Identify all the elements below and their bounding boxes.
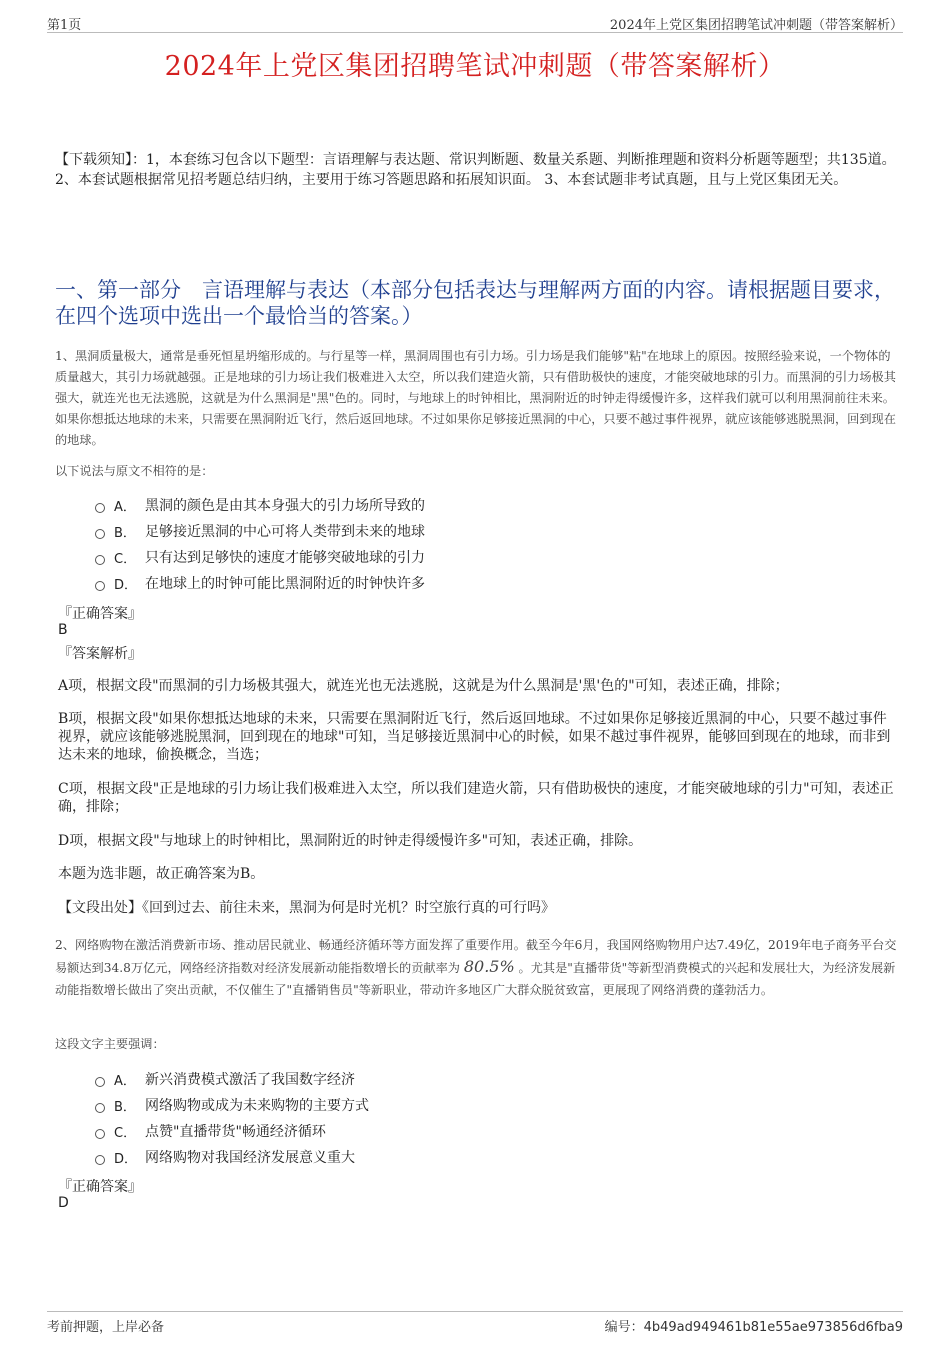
footer-slogan: 考前押题，上岸必备 bbox=[47, 1320, 165, 1335]
q1-option-c[interactable]: C． 只有达到足够快的速度才能够突破地球的引力 bbox=[95, 544, 895, 570]
radio-icon[interactable] bbox=[95, 555, 105, 565]
q1-analysis-d: D项，根据文段"与地球上的时钟相比，黑洞附近的时钟走得缓慢许多"可知，表述正确，排除。 bbox=[58, 833, 643, 849]
page-footer bbox=[47, 1311, 903, 1335]
q1-answer: B bbox=[58, 622, 68, 638]
q2-options bbox=[95, 1066, 895, 1170]
radio-icon[interactable] bbox=[95, 1077, 105, 1087]
q1-options bbox=[95, 492, 895, 596]
q1-conclusion: 本题为选非题，故正确答案为B。 bbox=[58, 866, 265, 882]
document-title: 2024年上党区集团招聘笔试冲刺题（带答案解析） bbox=[164, 51, 786, 82]
q2-prompt: 这段文字主要强调： bbox=[55, 1037, 165, 1051]
q2-option-a[interactable]: A． 新兴消费模式激活了我国数字经济 bbox=[95, 1066, 895, 1092]
q1-passage: 1、黑洞质量极大，通常是垂死恒星坍缩形成的。与行星等一样，黑洞周围也有引力场。引力场是我们能够"粘"在地球上的原因。按照经验来说，一个物体的质量越大，其引力场就越强。正是地球的引力场让我们极难进入太空，所以我们建造火箭，只有借助极快的速度，才能突破地球的引力。而黑洞的引力场极其强大，就连光也无法逃脱，这就是为什么黑洞是"黑"色的。同时，与地球上的时钟相比，黑洞附近的时钟走得缓慢许多，这样我们就可以利用黑洞前往未来。如果你想抵达地球的未来，只需要在黑洞附近飞行，然后返回地球。不过如果你足够接近黑洞的中心，只要不越过事件视界，就应该能够逃脱黑洞，回到现在的地球。 bbox=[55, 349, 896, 447]
download-notice: 【下载须知】：1，本套练习包含以下题型：言语理解与表达题、常识判断题、数量关系题、判断推理题和资料分析题等题型；共135道。 2、本套试题根据常见招考题总结归纳，主要用于练习答题思路和拓展知识面。 3、本套试题非考试真题，且与上党区集团无关。 bbox=[55, 152, 896, 188]
q2-option-b[interactable]: B． 网络购物或成为未来购物的主要方式 bbox=[95, 1092, 895, 1118]
page-header bbox=[47, 12, 903, 33]
q1-option-d[interactable]: D． 在地球上的时钟可能比黑洞附近的时钟快许多 bbox=[95, 570, 895, 596]
q1-source: 【文段出处】《回到过去、前往未来，黑洞为何是时光机？时空旅行真的可行吗》 bbox=[58, 900, 555, 916]
q2-option-c[interactable]: C． 点赞"直播带货"畅通经济循环 bbox=[95, 1118, 895, 1144]
q2-passage: 2、网络购物在激活消费新市场、推动居民就业、畅通经济循环等方面发挥了重要作用。截至今年6月，我国网络购物用户达7.49亿，2019年电子商务平台交易额达到34.8万亿元，网络经济指数对经济发展新动能指数增长的贡献率为 80.5% 。尤其是"直播带货"等新型消费模式的兴起和发展壮大，为经济发展新动能指数增长做出了突出贡献，不仅催生了"直播销售员"等新职业，带动许多地区广大群众脱贫致富，更展现了网络消费的蓬勃活力。 bbox=[55, 938, 897, 997]
radio-icon[interactable] bbox=[95, 503, 105, 513]
q1-prompt: 以下说法与原文不相符的是： bbox=[55, 464, 214, 478]
q2-answer: D bbox=[58, 1195, 69, 1211]
q1-answer-label: 『正确答案』 bbox=[58, 606, 142, 622]
q1-option-b[interactable]: B． 足够接近黑洞的中心可将人类带到未来的地球 bbox=[95, 518, 895, 544]
q1-analysis-b: B项，根据文段"如果你想抵达地球的未来，只需要在黑洞附近飞行，然后返回地球。不过如果你足够接近黑洞的中心，只要不越过事件视界，就应该能够逃脱黑洞，回到现在的地球"可知，当足够接近黑洞中心的时候，如果不越过事件视界，能够回到现在的地球，而非到达未来的地球，偷换概念，当选； bbox=[58, 711, 891, 763]
footer-doc-id: 编号：4b49ad949461b81e55ae973856d6fba9 bbox=[604, 1320, 903, 1335]
page-number: 第1页 bbox=[47, 18, 82, 33]
radio-icon[interactable] bbox=[95, 1103, 105, 1113]
radio-icon[interactable] bbox=[95, 581, 105, 591]
section-heading: 一、第一部分 言语理解与表达（本部分包括表达与理解两方面的内容。请根据题目要求，在四个选项中选出一个最恰当的答案。） bbox=[55, 278, 895, 328]
radio-icon[interactable] bbox=[95, 1129, 105, 1139]
q1-option-a[interactable]: A． 黑洞的颜色是由其本身强大的引力场所导致的 bbox=[95, 492, 895, 518]
q1-analysis-c: C项，根据文段"正是地球的引力场让我们极难进入太空，所以我们建造火箭，只有借助极快的速度，才能突破地球的引力"可知，表述正确，排除； bbox=[58, 781, 894, 815]
contribution-rate: 80.5% bbox=[463, 957, 515, 976]
header-doc-title: 2024年上党区集团招聘笔试冲刺题（带答案解析） bbox=[609, 18, 903, 33]
radio-icon[interactable] bbox=[95, 529, 105, 539]
q1-analysis-a: A项，根据文段"而黑洞的引力场极其强大，就连光也无法逃脱，这就是为什么黑洞是'黑'色的"可知，表述正确，排除； bbox=[58, 678, 789, 694]
q2-answer-label: 『正确答案』 bbox=[58, 1179, 142, 1195]
radio-icon[interactable] bbox=[95, 1155, 105, 1165]
q2-option-d[interactable]: D． 网络购物对我国经济发展意义重大 bbox=[95, 1144, 895, 1170]
q1-analysis-label: 『答案解析』 bbox=[58, 646, 142, 662]
